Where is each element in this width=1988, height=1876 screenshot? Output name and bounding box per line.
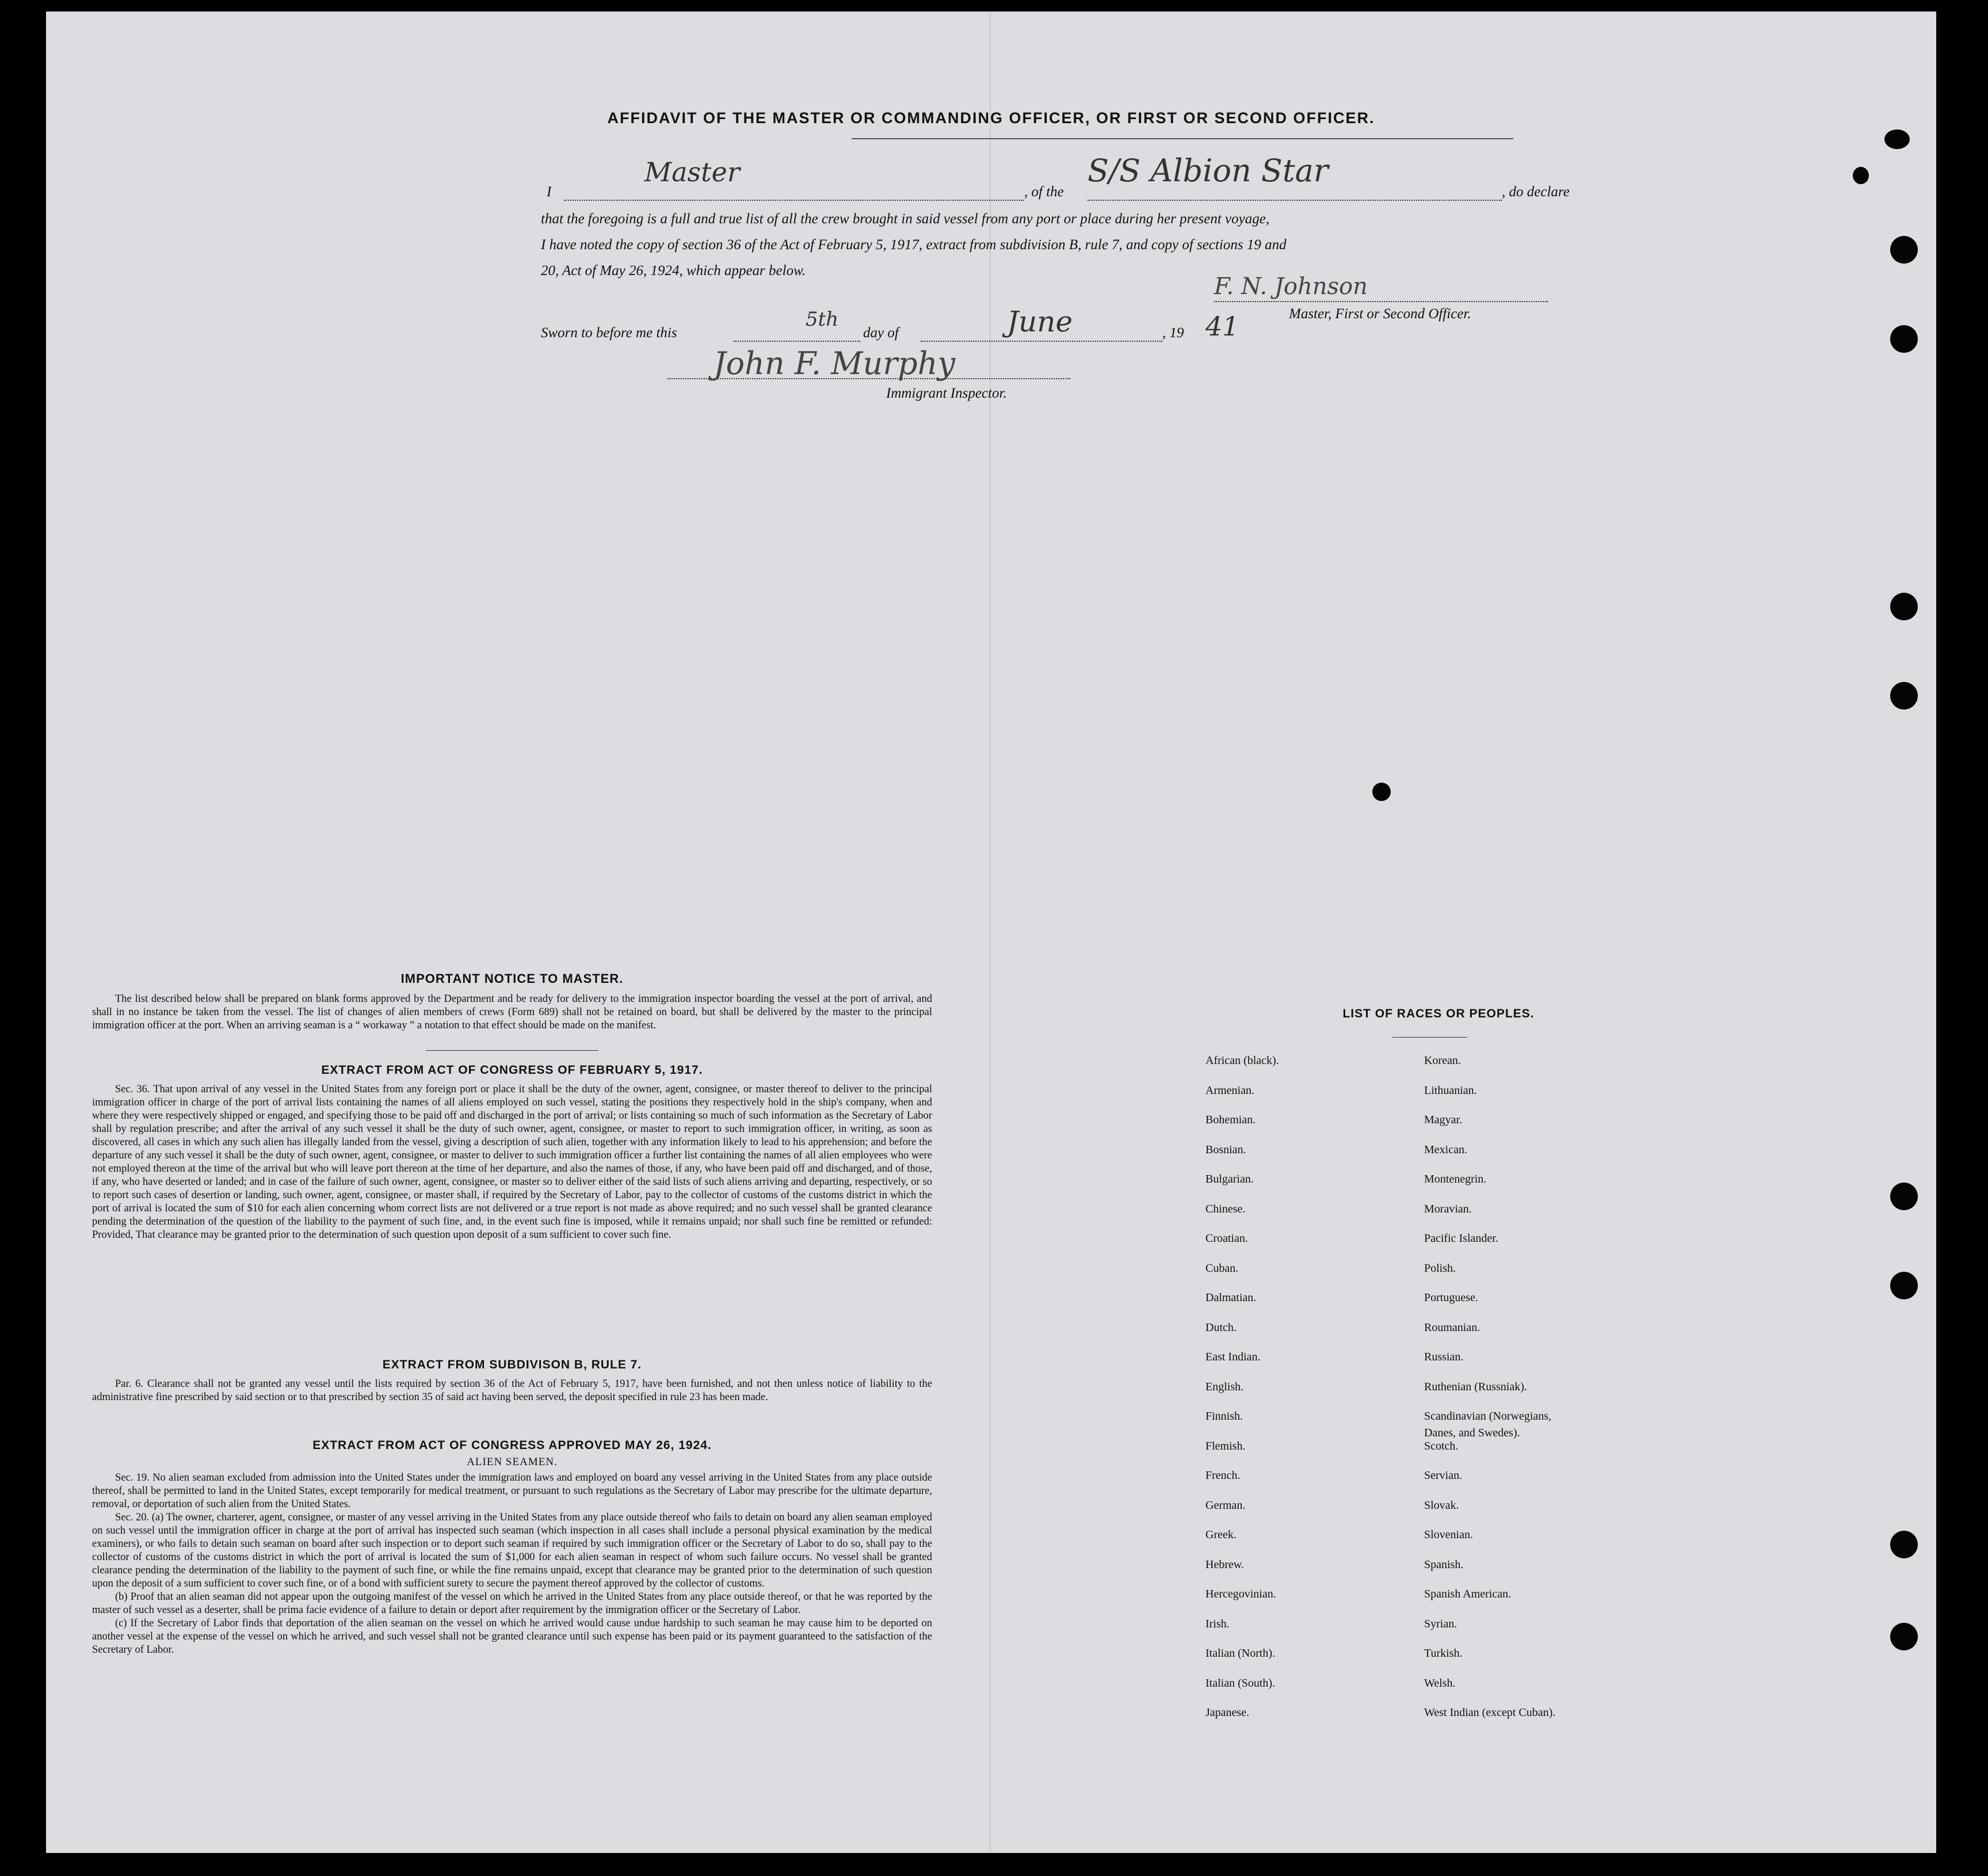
do-declare-label: , do declare: [1502, 184, 1570, 200]
race-right-item: Portuguese.: [1424, 1291, 1478, 1304]
inspector-label: Immigrant Inspector.: [886, 386, 1007, 401]
race-right-item: Ruthenian (Russniak).: [1424, 1380, 1527, 1393]
race-right-item: Polish.: [1424, 1261, 1456, 1275]
day-of-label: day of: [863, 325, 899, 341]
declaration-line-2: that the foregoing is a full and true list of all the crew brought in said vessel from any port or place during her present voyage,: [541, 211, 1270, 227]
binder-hole: [1853, 167, 1869, 184]
act-1924-subheading: ALIEN SEAMEN.: [467, 1456, 558, 1468]
races-rule: [1392, 1037, 1467, 1038]
officer-label: Master, First or Second Officer.: [1289, 306, 1471, 322]
race-right-continuation: Danes, and Swedes).: [1424, 1427, 1520, 1439]
race-left-item: Chinese.: [1205, 1202, 1246, 1215]
act-1917-body: Sec. 36. That upon arrival of any vessel in the United States from any foreign port or place it shall be the duty of the owner, agent, consignee, or master thereof to deliver to the principal immigration officer in charge of the port of arrival lists containing the names of all aliens employed on such vessel, stating the positions they respectively hold in the ship's company, when and where they were respectively shipped or engaged, and specifying those to be paid off and discharged in the port of arrival; or lists containing so much of such information as the Secretary of Labor shall by regulation prescribe; and after the arrival of any such vessel it shall be the duty of such owner, agent, consignee, or master to report to such immigration officer, in writing, as soon as discovered, all cases in which any such alien has illegally landed from the vessel, giving a description of such alien, together with any information likely to lead to his apprehension; and before the departure of any such vessel it shall be the duty of such owner, agent, consignee, or master to deliver to such immigration officer a further list containing the names of all alien employees who were not employed thereon at the time of the arrival but who will leave port thereon at the time of her departure, and also the names of those, if any, who have been paid off and discharged, and of those, if any, who have deserted or landed; and in case of the failure of such owner, agent, consignee, or master so to deliver either of the said lists of such aliens arriving and departing, respectively, or so to report such cases of desertion or landing, such owner, agent, consignee, or master shall, if required by the Secretary of Labor, pay to the collector of customs of the customs district in which the port of arrival is located the sum of $10 for each alien concerning whom correct lists are not delivered or a true report is not made as above required; and no such vessel shall be granted clearance pending the determination of the question of the liability to the payment of such fine, and, in the event such fine is imposed, while it remains unpaid; nor shall such fine be remitted or refunded: Provided, That clearance may be granted prior to the determination of such question upon deposit of a sum sufficient to cover such fine.: [92, 1084, 932, 1241]
race-right-item: Slovenian.: [1424, 1528, 1473, 1541]
of-the-label: , of the: [1024, 184, 1064, 200]
handwritten-name: Master: [644, 157, 740, 188]
section-20c: (c) If the Secretary of Labor finds that deportation of the alien seaman on the vessel on which he arrived would cause undue hardship to such seaman he may cause him to be deported on another vessel at the expense of the vessel on which he arrived, and such vessel shall not be granted clearance until such expense has been paid or its payment guaranteed to the satisfaction of the Secretary of Labor.: [92, 1618, 932, 1656]
race-left-item: German.: [1205, 1498, 1246, 1512]
race-left-item: Hebrew.: [1205, 1558, 1245, 1571]
declaration-line-3: I have noted the copy of section 36 of the Act of February 5, 1917, extract from subdivision B, rule 7, and copy of sections 19 and: [541, 237, 1287, 253]
fold-line: [990, 12, 991, 1853]
section-20b: (b) Proof that an alien seaman did not appear upon the outgoing manifest of the vessel on which he arrived in the United States from any place outside thereof, or that he was reported by the master of such vessel as a deserter, shall be prima facie evidence of a failure to detain or deport after requirement by the immigration officer or the Secretary of Labor.: [92, 1591, 932, 1616]
race-right-item: West Indian (except Cuban).: [1424, 1706, 1556, 1719]
race-right-item: Syrian.: [1424, 1617, 1457, 1630]
race-right-item: Mexican.: [1424, 1143, 1467, 1156]
race-right-item: Magyar.: [1424, 1114, 1463, 1126]
month-line: [921, 341, 1162, 342]
race-left-item: Dalmatian.: [1205, 1291, 1257, 1304]
handwritten-year: 41: [1205, 311, 1239, 342]
race-left-item: Italian (North).: [1205, 1647, 1276, 1660]
race-left-item: Bulgarian.: [1205, 1173, 1254, 1185]
race-right-item: Spanish American.: [1424, 1588, 1512, 1600]
notice-heading: IMPORTANT NOTICE TO MASTER.: [400, 971, 624, 986]
handwritten-vessel: S/S Albion Star: [1088, 152, 1329, 189]
race-left-item: Italian (South).: [1205, 1676, 1276, 1690]
document-page: [46, 12, 1936, 1853]
section-19: Sec. 19. No alien seaman excluded from admission into the United States under the immigration laws and employed on board any vessel arriving in the United States from any place outside thereof, shall be permitted to land in the United States, except temporarily for medical treatment, or pursuant to such regulations as the Secretary of Labor may prescribe for the ultimate departure, removal, or deportation of such alien from the United States.: [92, 1472, 932, 1510]
rule-7-heading: EXTRACT FROM SUBDIVISON B, RULE 7.: [382, 1358, 642, 1371]
race-left-item: Bohemian.: [1205, 1114, 1256, 1126]
binder-hole: [1884, 129, 1910, 149]
race-right-item: Servian.: [1424, 1469, 1463, 1482]
binder-hole: [1890, 236, 1918, 264]
notice-body: The list described below shall be prepared on blank forms approved by the Department and be ready for delivery to the immigration inspector boarding the vessel at the port of arrival, and shall in no instance be taken from the vessel. The list of changes of alien members of crews (Form 689) shall not be retained on board, but shall be delivered by the master to the principal immigration officer at the port. When an arriving seaman is a “ workaway ” a notation to that effect should be made on the manifest.: [92, 993, 932, 1031]
race-right-item: Spanish.: [1424, 1558, 1464, 1571]
races-heading: LIST OF RACES OR PEOPLES.: [1342, 1007, 1535, 1020]
race-left-item: Hercegovinian.: [1205, 1588, 1276, 1600]
binder-hole: [1890, 325, 1918, 353]
notice-rule: [426, 1050, 598, 1051]
binder-hole: [1372, 783, 1391, 801]
handwritten-day: 5th: [806, 308, 839, 331]
name-line: [564, 200, 1024, 201]
binder-hole: [1890, 593, 1918, 620]
race-left-item: Croatian.: [1205, 1232, 1248, 1245]
vessel-line: [1088, 200, 1502, 201]
day-line: [734, 341, 860, 342]
race-right-item: Pacific Islander.: [1424, 1232, 1498, 1245]
race-right-item: Moravian.: [1424, 1202, 1472, 1215]
binder-hole: [1890, 1623, 1918, 1650]
declaration-prefix: I: [547, 184, 552, 200]
binder-hole: [1890, 1183, 1918, 1210]
binder-hole: [1890, 1531, 1918, 1558]
title-underline: [852, 138, 1513, 139]
binder-hole: [1890, 1272, 1918, 1299]
race-right-item: Russian.: [1424, 1351, 1464, 1363]
race-left-item: Dutch.: [1205, 1321, 1237, 1334]
inspector-signature: John F. Murphy: [713, 345, 956, 382]
race-left-item: East Indian.: [1205, 1351, 1261, 1363]
race-right-item: Welsh.: [1424, 1676, 1456, 1690]
race-left-item: French.: [1205, 1469, 1241, 1482]
rule-7-body: Par. 6. Clearance shall not be granted any vessel until the lists required by section 36 of the Act of February 5, 1917, have been furnished, and not then unless notice of liability to the administrative fine prescribed by said section or to that prescribed by section 35 of said act having been served, the deposit specified in rule 23 has been made.: [92, 1378, 932, 1403]
race-right-item: Roumanian.: [1424, 1321, 1480, 1334]
race-left-item: Cuban.: [1205, 1261, 1239, 1275]
race-right-item: Lithuanian.: [1424, 1084, 1477, 1097]
race-left-item: Irish.: [1205, 1617, 1230, 1630]
section-20a: Sec. 20. (a) The owner, charterer, agent, consignee, or master of any vessel arriving in the United States from any place outside thereof who fails to detain on board any alien seaman employed on such vessel until the immigration officer in charge at the port of arrival has inspected such seaman (which inspection in all cases shall include a personal physical examination by the medical examiners), or who fails to detain such seaman on board after such inspection or to deport such seaman if required by such immigration officer or the Secretary of Labor to do so, shall pay to the collector of customs of the customs district in which the port of arrival is located the sum of $1,000 for each alien seaman in respect of whom such failure occurs. No vessel shall be granted clearance pending the determination of the liability to the payment of such fine, or while the fine remains unpaid, except that clearance may be granted prior to the determination of such question upon the deposit of a sum sufficient to cover such fine, or of a bond with sufficient surety to secure the payment thereof approved by the collector of customs.: [92, 1512, 932, 1589]
race-left-item: English.: [1205, 1380, 1244, 1393]
race-left-item: Finnish.: [1205, 1410, 1243, 1423]
declaration-line-4: 20, Act of May 26, 1924, which appear below.: [541, 263, 806, 279]
race-left-item: Armenian.: [1205, 1084, 1254, 1097]
act-1924-body: [92, 1471, 932, 1657]
race-left-item: Flemish.: [1205, 1439, 1246, 1452]
race-left-item: Bosnian.: [1205, 1143, 1246, 1156]
race-right-item: Turkish.: [1424, 1647, 1463, 1660]
race-right-item: Korean.: [1424, 1054, 1461, 1067]
handwritten-month: June: [1007, 305, 1073, 338]
binder-hole: [1890, 682, 1918, 710]
officer-line: [1214, 301, 1548, 302]
affidavit-title: AFFIDAVIT OF THE MASTER OR COMMANDING OFFICER, OR FIRST OR SECOND OFFICER.: [607, 109, 1375, 127]
race-left-item: Greek.: [1205, 1528, 1237, 1541]
year-prefix: , 19: [1162, 325, 1184, 341]
race-right-item: Scotch.: [1424, 1439, 1459, 1452]
act-1917-heading: EXTRACT FROM ACT OF CONGRESS OF FEBRUARY 5, 1917.: [321, 1063, 703, 1077]
race-right-item: Montenegrin.: [1424, 1173, 1487, 1185]
sworn-prefix: Sworn to before me this: [541, 325, 677, 341]
officer-signature: F. N. Johnson: [1214, 273, 1368, 300]
race-left-item: Japanese.: [1205, 1706, 1250, 1719]
race-right-item: Scandinavian (Norwegians,: [1424, 1410, 1552, 1423]
inspector-line: [667, 378, 1070, 379]
race-right-item: Slovak.: [1424, 1498, 1459, 1512]
race-left-item: African (black).: [1205, 1054, 1279, 1067]
act-1924-heading: EXTRACT FROM ACT OF CONGRESS APPROVED MAY 26, 1924.: [312, 1439, 712, 1452]
